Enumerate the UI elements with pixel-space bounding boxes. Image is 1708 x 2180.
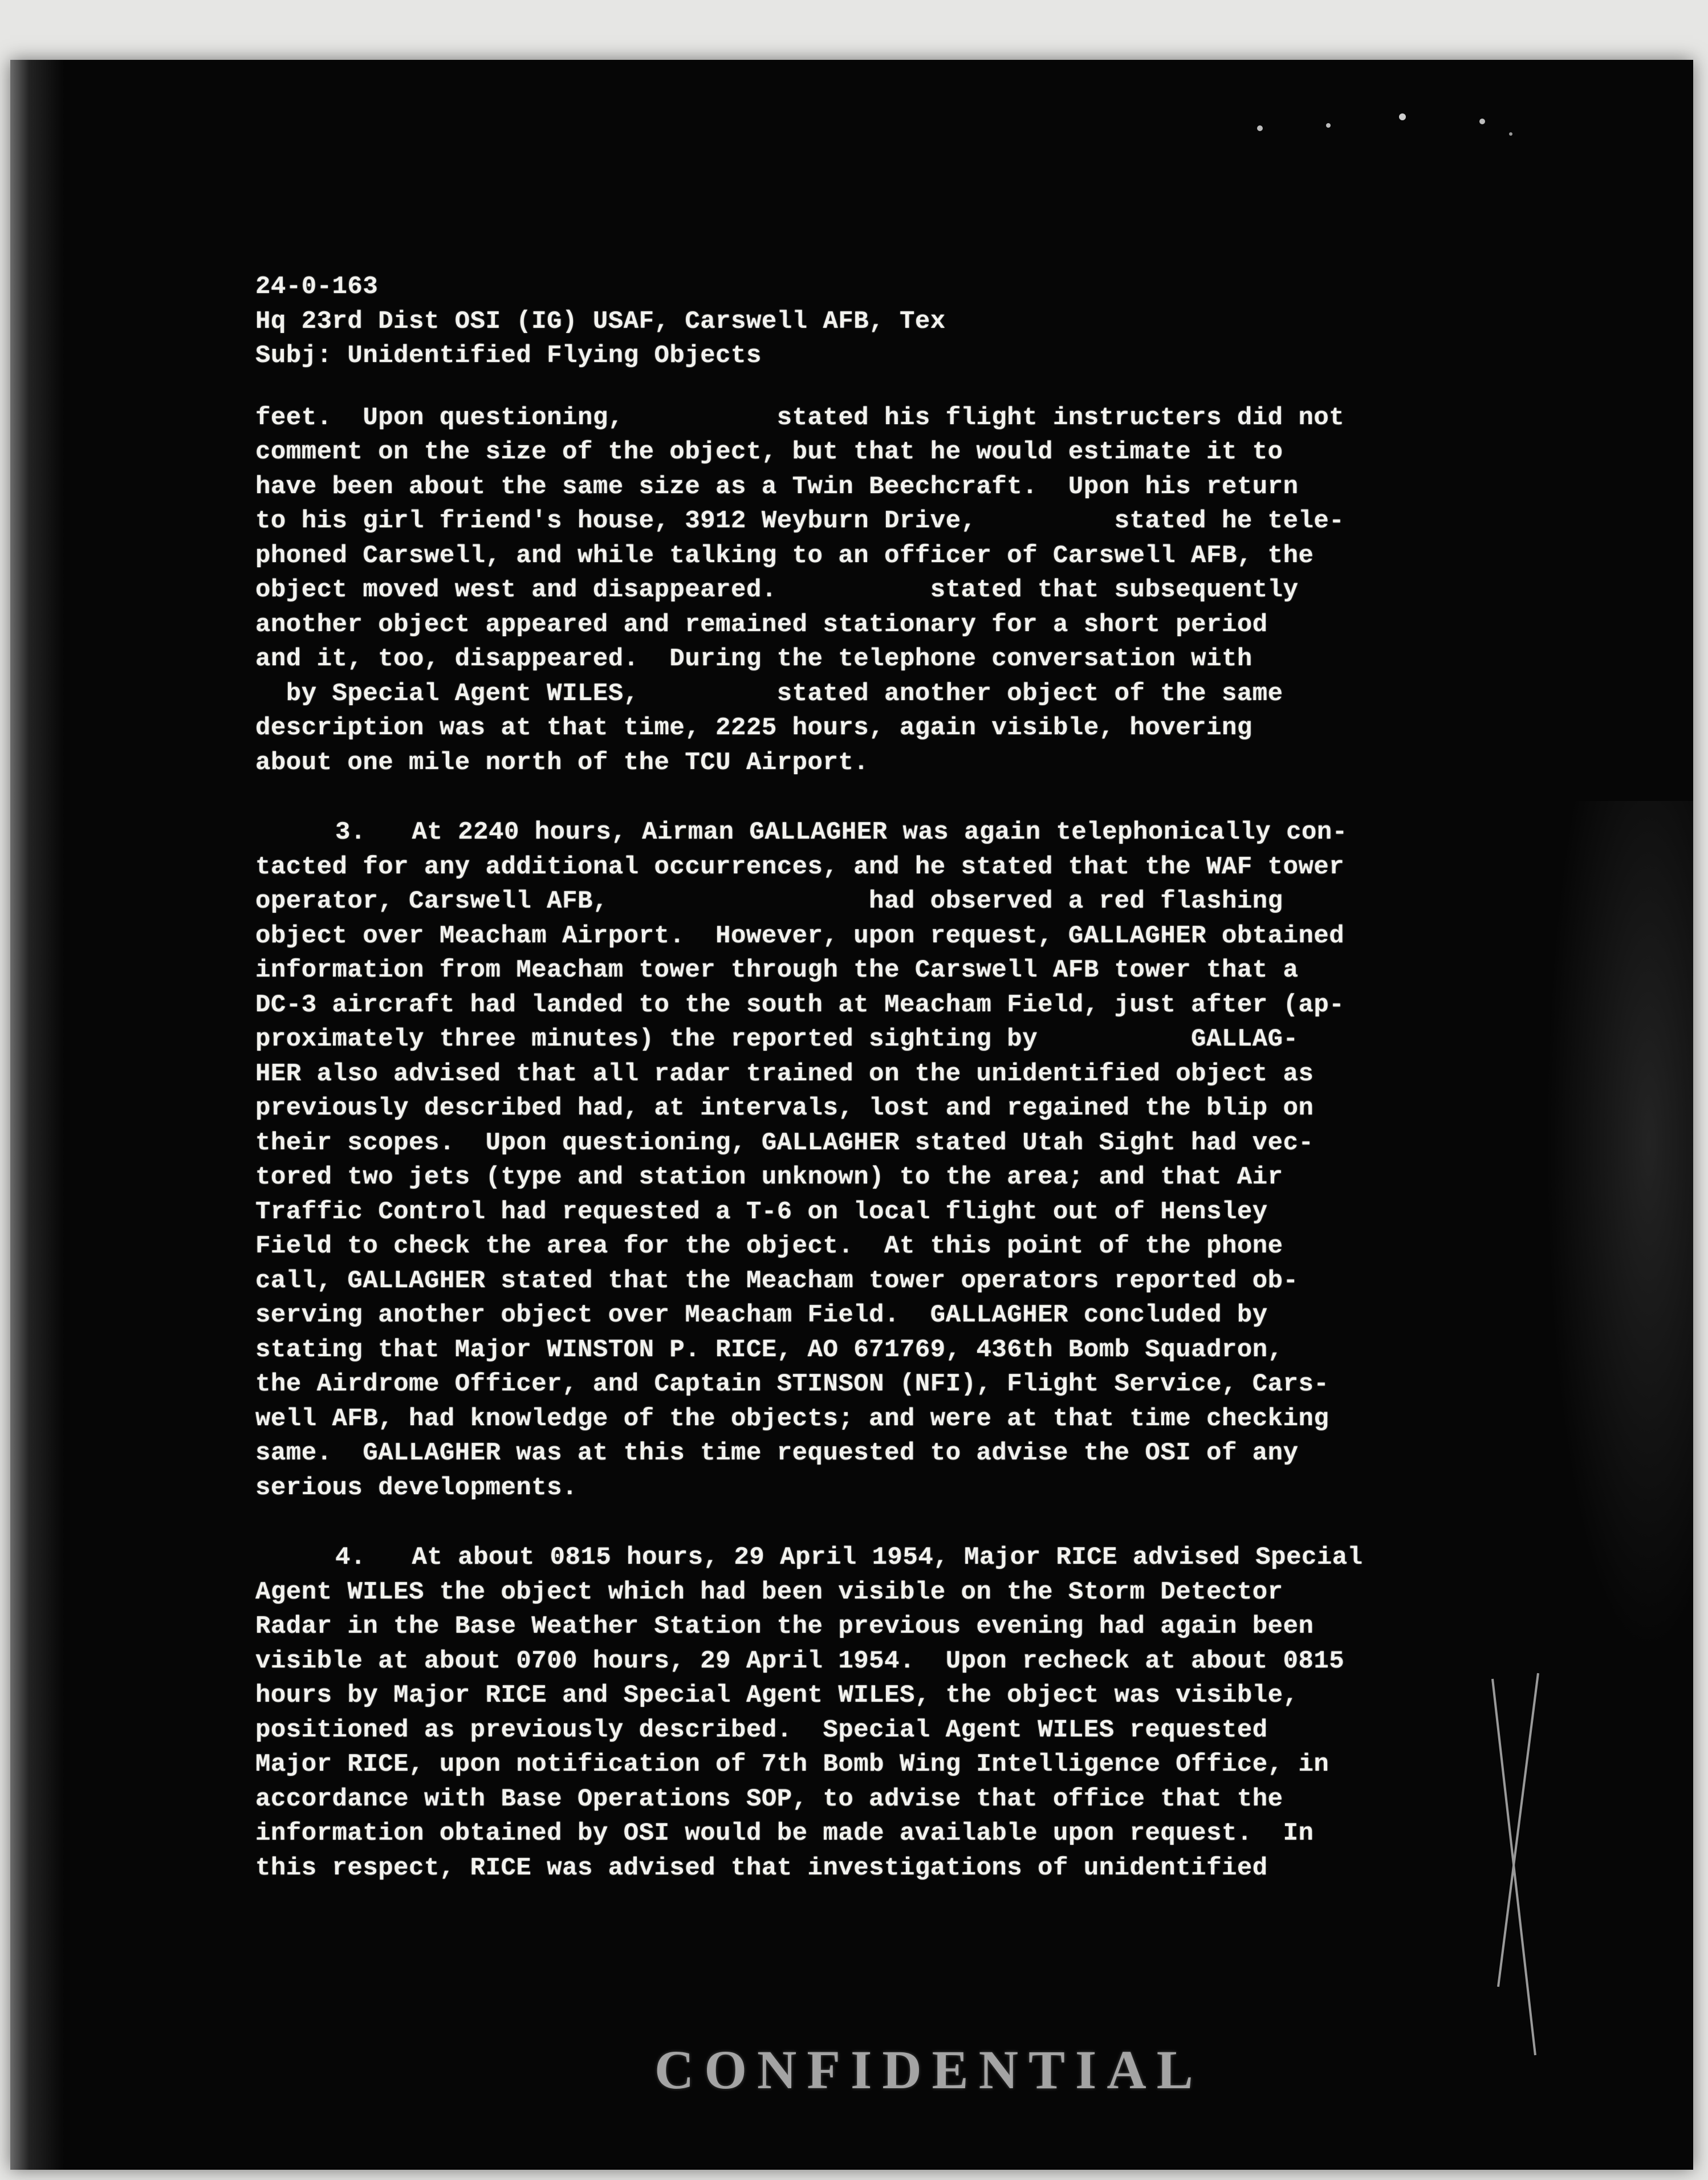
paragraph-3 bbox=[255, 815, 1498, 1505]
text-line: accordance with Base Operations SOP, to advise that office that the bbox=[255, 1784, 1283, 1813]
text-line: 4. At about 0815 hours, 29 April 1954, Major RICE advised Special bbox=[335, 1543, 1363, 1572]
paragraph-4 bbox=[255, 1540, 1498, 1885]
document-header bbox=[255, 270, 1498, 373]
text-line: same. GALLAGHER was at this time requested to advise the OSI of any bbox=[255, 1439, 1299, 1467]
text-line: 3. At 2240 hours, Airman GALLAGHER was again telephonically con- bbox=[335, 818, 1348, 847]
text-line: object moved west and disappeared. stated that subsequently bbox=[255, 576, 1299, 604]
text-line: information from Meacham tower through the Carswell AFB tower that a bbox=[255, 956, 1299, 985]
text-line: have been about the same size as a Twin Beechcraft. Upon his return bbox=[255, 472, 1299, 501]
text-line: well AFB, had knowledge of the objects; and were at that time checking bbox=[255, 1404, 1329, 1433]
text-line: HER also advised that all radar trained on the unidentified object as bbox=[255, 1059, 1314, 1088]
text-line: call, GALLAGHER stated that the Meacham tower operators reported ob- bbox=[255, 1266, 1299, 1295]
text-line: this respect, RICE was advised that investigations of unidentified bbox=[255, 1853, 1268, 1882]
text-line: serving another object over Meacham Field. GALLAGHER concluded by bbox=[255, 1301, 1268, 1329]
text-line: comment on the size of the object, but that he would estimate it to bbox=[255, 438, 1283, 466]
text-line: Radar in the Base Weather Station the previous evening had again been bbox=[255, 1612, 1314, 1641]
text-line: operator, Carswell AFB, had observed a red flashing bbox=[255, 887, 1283, 916]
text-line: Field to check the area for the object. At this point of the phone bbox=[255, 1232, 1283, 1260]
text-line: visible at about 0700 hours, 29 April 1954. Upon recheck at about 0815 bbox=[255, 1646, 1345, 1675]
scan-specks bbox=[1214, 94, 1556, 162]
file-number: 24-0-163 bbox=[255, 272, 379, 301]
text-line: object over Meacham Airport. However, upon request, GALLAGHER obtained bbox=[255, 921, 1345, 950]
text-line: positioned as previously described. Special Agent WILES requested bbox=[255, 1715, 1268, 1744]
text-line: proximately three minutes) the reported sighting by GALLAG- bbox=[255, 1025, 1299, 1054]
confidential-stamp: CONFIDENTIAL bbox=[654, 2039, 1203, 2100]
paragraph-continued bbox=[255, 401, 1498, 780]
text-line: previously described had, at intervals, lost and regained the blip on bbox=[255, 1094, 1314, 1122]
text-line: about one mile north of the TCU Airport. bbox=[255, 748, 869, 777]
text-line: hours by Major RICE and Special Agent WILES, the object was visible, bbox=[255, 1681, 1299, 1710]
text-line: to his girl friend's house, 3912 Weyburn Drive, stated he tele- bbox=[255, 507, 1345, 535]
text-line: stating that Major WINSTON P. RICE, AO 671769, 436th Bomb Squadron, bbox=[255, 1335, 1283, 1364]
text-line: DC-3 aircraft had landed to the south at Meacham Field, just after (ap- bbox=[255, 990, 1345, 1019]
text-line: and it, too, disappeared. During the telephone conversation with bbox=[255, 645, 1252, 673]
text-line: tored two jets (type and station unknown) to the area; and that Air bbox=[255, 1163, 1283, 1191]
office-line: Hq 23rd Dist OSI (IG) USAF, Carswell AFB, Tex bbox=[255, 307, 946, 336]
text-line: by Special Agent WILES, stated another object of the same bbox=[255, 679, 1283, 708]
text-line: their scopes. Upon questioning, GALLAGHER stated Utah Sight had vec- bbox=[255, 1128, 1314, 1157]
text-line: Major RICE, upon notification of 7th Bomb Wing Intelligence Office, in bbox=[255, 1750, 1329, 1779]
text-line: the Airdrome Officer, and Captain STINSON (NFI), Flight Service, Cars- bbox=[255, 1370, 1329, 1398]
text-line: Agent WILES the object which had been visible on the Storm Detector bbox=[255, 1577, 1283, 1606]
text-line: another object appeared and remained stationary for a short period bbox=[255, 610, 1268, 639]
text-line: information obtained by OSI would be made available upon request. In bbox=[255, 1819, 1314, 1848]
text-line: tacted for any additional occurrences, and he stated that the WAF tower bbox=[255, 852, 1345, 881]
subject-line: Subj: Unidentified Flying Objects bbox=[255, 341, 762, 370]
scan-edge-shadow bbox=[10, 60, 64, 2170]
text-line: phoned Carswell, and while talking to an officer of Carswell AFB, the bbox=[255, 541, 1314, 570]
scan-noise bbox=[1545, 801, 1693, 1656]
text-line: Traffic Control had requested a T-6 on local flight out of Hensley bbox=[255, 1197, 1268, 1226]
document-body bbox=[255, 214, 1498, 1885]
text-line: description was at that time, 2225 hours, again visible, hovering bbox=[255, 714, 1252, 742]
text-line: feet. Upon questioning, stated his flight instructers did not bbox=[255, 403, 1345, 432]
text-line: serious developments. bbox=[255, 1473, 578, 1502]
